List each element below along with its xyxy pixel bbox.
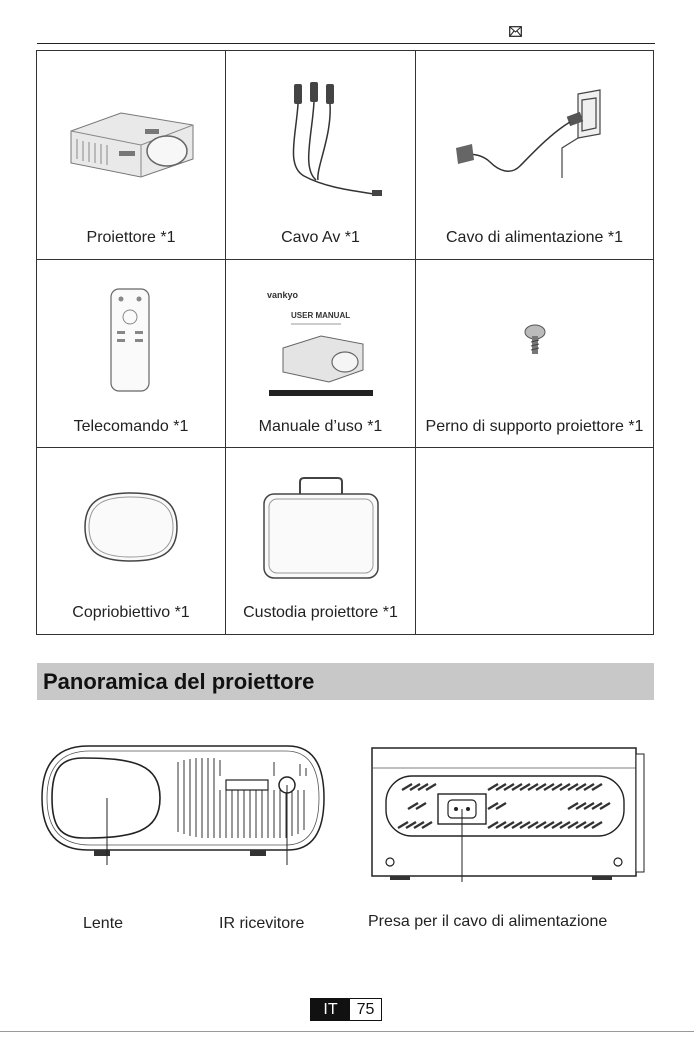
remote-control-icon: [101, 285, 161, 395]
item-label: Custodia proiettore *1: [243, 604, 398, 621]
section-title: Panoramica del proiettore: [37, 663, 654, 700]
item-label: Telecomando *1: [73, 418, 189, 435]
language-code: IT: [311, 999, 350, 1020]
carrying-case-icon: [256, 472, 386, 582]
callout-power-socket: Presa per il cavo di alimentazione: [368, 913, 608, 930]
manual-brand: vankyo: [266, 289, 298, 300]
support-pin-icon: [520, 320, 550, 360]
item-label: Copriobiettivo *1: [72, 604, 190, 621]
footer-rule: [0, 1031, 694, 1032]
item-av-cable: [226, 51, 416, 260]
item-lens-cover: [37, 448, 226, 634]
lens-cover-icon: [81, 487, 181, 567]
header-rule: [37, 43, 655, 44]
projector-front-diagram: [38, 740, 328, 865]
power-cable-icon: [450, 86, 620, 196]
item-manual: [226, 260, 416, 448]
page-badge: [310, 998, 382, 1021]
accessories-grid: [36, 50, 654, 635]
empty-cell: [416, 448, 653, 634]
item-label: Cavo di alimentazione *1: [446, 229, 623, 246]
user-manual-icon: [261, 284, 381, 404]
item-remote: [37, 260, 226, 448]
item-projector: [37, 51, 226, 260]
callout-lens: Lente: [83, 915, 124, 932]
item-support-pin: [416, 260, 653, 448]
av-cable-icon: [256, 76, 386, 206]
callout-ir-receiver: IR ricevitore: [219, 915, 305, 932]
item-label: Proiettore *1: [86, 229, 176, 246]
item-label: Cavo Av *1: [281, 229, 360, 246]
item-label: Manuale d’uso *1: [258, 418, 383, 435]
manual-title: USER MANUAL: [290, 310, 350, 320]
item-carrying-case: [226, 448, 416, 634]
item-label: Perno di supporto proiettore *1: [425, 418, 644, 435]
item-power-cable: [416, 51, 653, 260]
mail-icon: [509, 26, 522, 37]
projector-icon: [61, 101, 201, 181]
page-number: 75: [350, 999, 381, 1020]
projector-back-diagram: [368, 742, 648, 882]
